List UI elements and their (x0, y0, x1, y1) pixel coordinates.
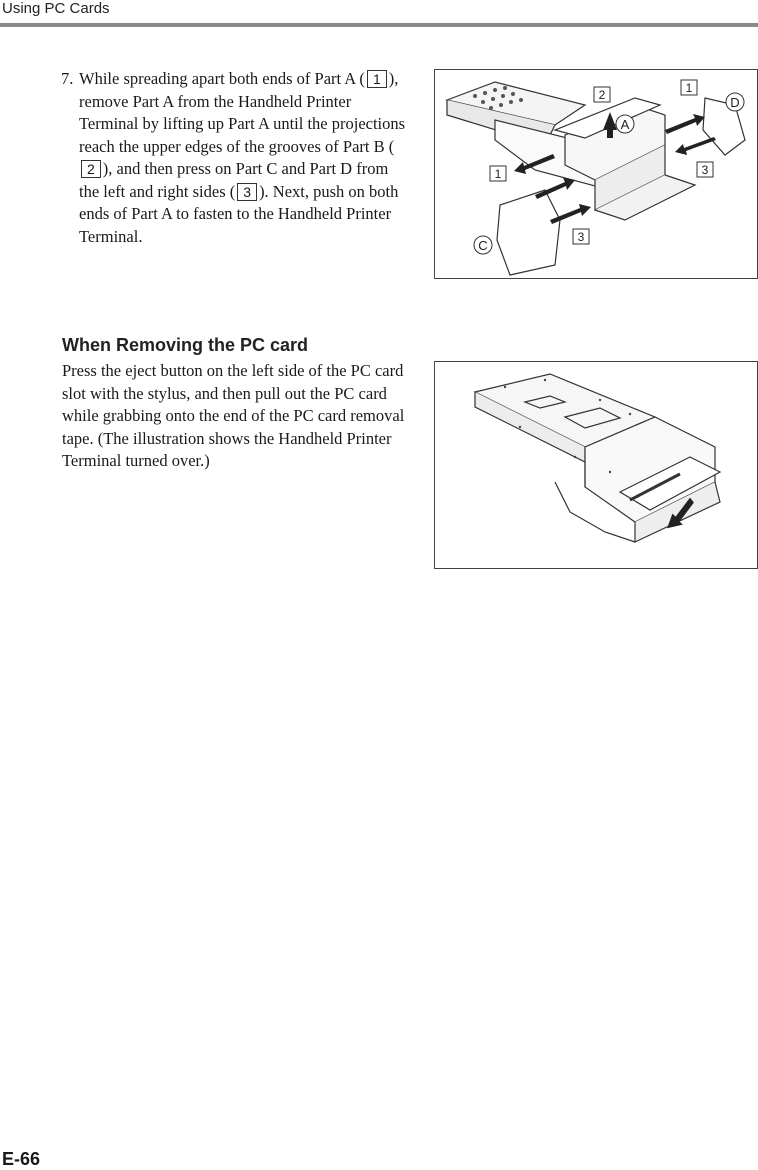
step-ref-box: 3 (237, 183, 257, 201)
page-number: E-66 (2, 1149, 41, 1169)
label-A (616, 115, 634, 133)
svg-text:1: 1 (685, 81, 693, 95)
step-ref-box: 1 (367, 70, 387, 88)
svg-text:3: 3 (577, 230, 585, 244)
tag-3-bottom (573, 229, 589, 244)
figure-part-assembly (434, 69, 758, 279)
tag-3-right (697, 162, 713, 177)
step-text-part: ). Next, push on both ends of Part A to fasten to the Handheld Printer Terminal. (79, 181, 399, 246)
step-text-part: ), and then press on Part C and Part D from the left and right sides ( (79, 159, 389, 201)
step-text-part: While spreading apart both ends of Part A ( (79, 69, 365, 88)
step-ref-box: 2 (81, 160, 101, 178)
svg-text:C: C (478, 238, 488, 253)
section-body: Press the eject button on the left side of the PC card slot with the stylus, and then pull out the PC card while grabbing onto the end of the PC card removal tape. (The illustration shows the Handheld Printer Terminal turned over.) (62, 361, 405, 470)
tag-2 (594, 87, 610, 102)
svg-text:2: 2 (598, 88, 606, 102)
assembly-illustration (435, 70, 757, 278)
step-text-part: ), remove Part A from the Handheld Printer Terminal by lifting up Part A until the projections reach the upper edges of the grooves of Part B ( (79, 69, 406, 156)
figure-pc-card-removal (434, 361, 758, 569)
label-D (726, 93, 744, 111)
section-heading: When Removing the PC card (62, 335, 309, 355)
header-title: Using PC Cards (2, 0, 110, 17)
tag-1-right (681, 80, 697, 95)
svg-text:1: 1 (494, 167, 502, 181)
page-header (0, 0, 758, 30)
svg-text:A: A (620, 117, 630, 132)
header-rule (0, 23, 758, 27)
svg-text:3: 3 (701, 163, 709, 177)
step-number: 7. (61, 69, 74, 88)
label-C (474, 236, 492, 254)
svg-text:D: D (730, 95, 740, 110)
step-7-text (79, 68, 409, 248)
tag-1-left (490, 166, 506, 181)
pc-card-removal-illustration (435, 362, 757, 568)
